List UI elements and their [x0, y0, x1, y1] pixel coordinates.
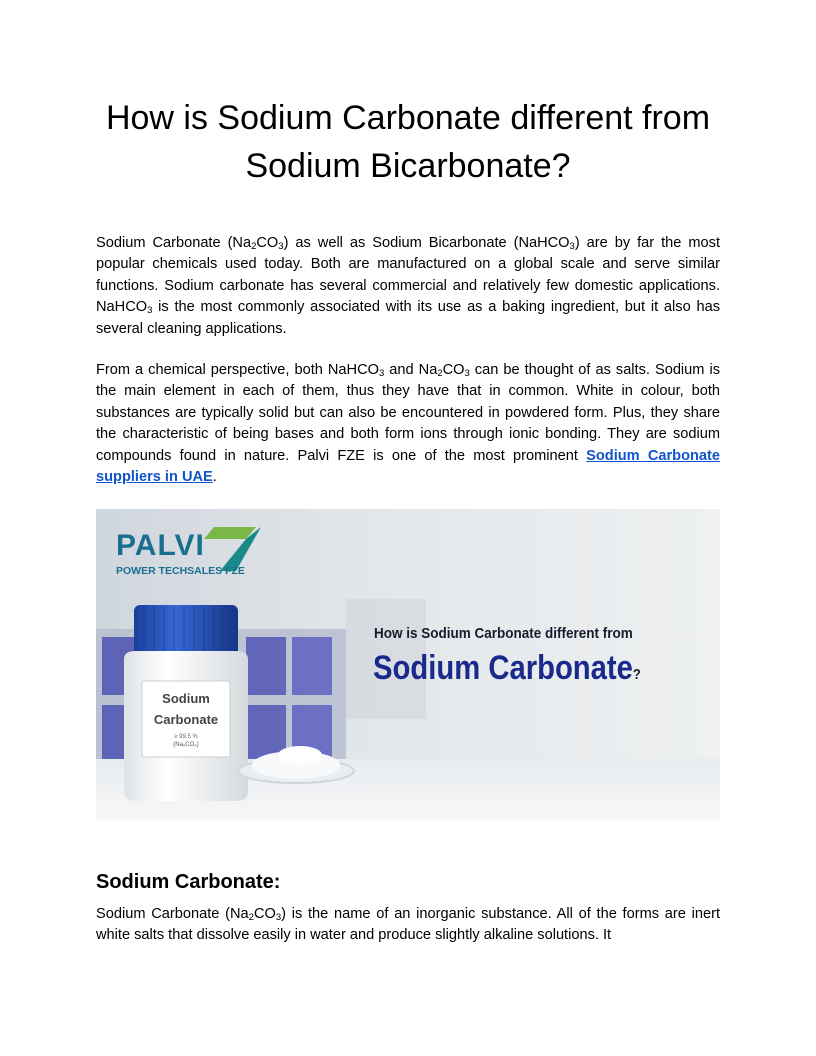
section-heading: Sodium Carbonate: — [96, 871, 281, 893]
chemical-perspective-paragraph: From a chemical perspective, both NaHCO$_3$ and $Na_2CO_3$ can be thought of as salts. Sodium is the main element in each of them, thus they have that in common. White in colour, both substances are typically solid but can also be encountered in powdered form. Plus, they share the characteristic of being bases and both form ions through ionic bonding. They are sodium compounds found in nature. Palvi FZE is one of the most prominent Sodium Carbonate suppliers in UAE. — [96, 362, 720, 486]
label-line2: Carbonate — [153, 712, 219, 727]
intro-paragraph: Sodium Carbonate $(Na_2CO_3)$ as well as Sodium Bicarbonate (NaHCO$_3$) are by far the most popular chemicals used today. Both are manufactured on a global scale and serve similar functions. Sodium carbonate has several commercial and relatively few domestic applications. NaHCO$_3$ is the most commonly associated with its use as a baking ingredient, but it also has several cleaning applications. — [96, 235, 720, 337]
hero-image — [96, 509, 720, 821]
image-headline-small: How is Sodium Carbonate different from — [374, 625, 633, 642]
label-formula: (Na₂CO₃) — [173, 742, 199, 748]
label-line1: Sodium — [162, 691, 210, 706]
page-title: How is Sodium Carbonate different from Sodium Bicarbonate? — [105, 99, 711, 185]
logo-name: PALVI — [116, 529, 205, 562]
label-purity: ≥ 99.5 % — [174, 734, 198, 740]
suppliers-link[interactable]: Sodium Carbonate suppliers in UAE — [96, 447, 720, 486]
logo-tagline: POWER TECHSALES FZE — [116, 565, 245, 577]
sodium-carbonate-paragraph: Sodium Carbonate $(Na_2CO_3)$ is the name of an inorganic substance. All of the forms are inert white salts that dissolve easily in water and produce slightly alkaline solutions. It — [96, 906, 720, 944]
image-headline-big: Sodium Carbonate? — [373, 649, 641, 687]
